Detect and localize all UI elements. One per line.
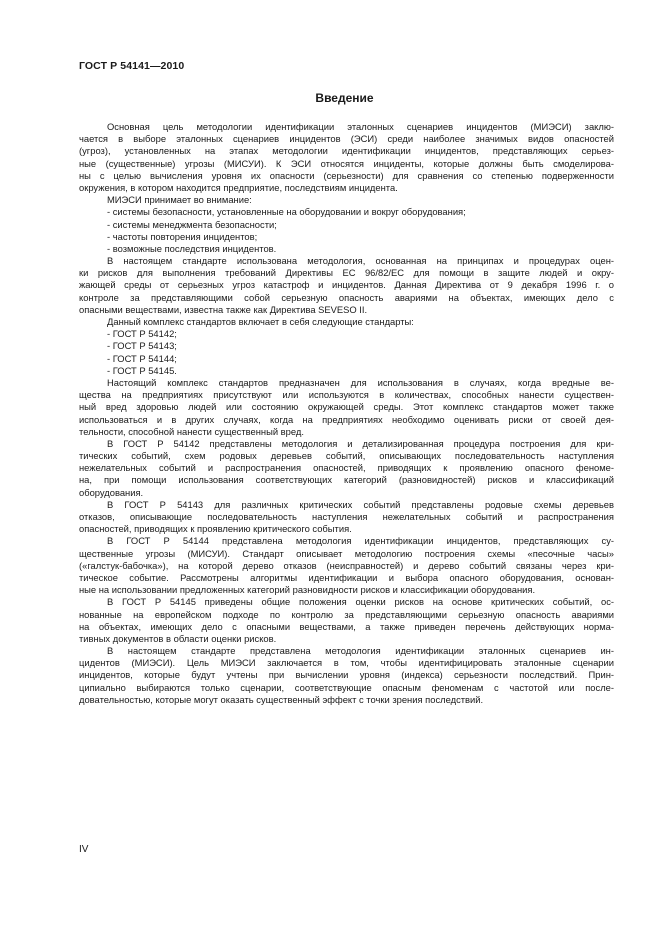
text-line: опасными веществами, известна также как Директива SEVESO II. [79,303,368,315]
text-line: жающей среды от серьезных угроз катастроф и инцидентов. Данная Директива от 9 декабря 1996 г. о [79,279,614,291]
text-line: - частоты повторения инцидентов; [107,230,258,242]
text-line: МИЭСИ принимает во внимание: [107,194,252,206]
text-line: ные (существенные) угрозы (МИСУИ). К ЭСИ относятся инциденты, которые должны быть смоделирова- [79,157,614,169]
text-line: инцидентов, которые будут учтены при вычислении уровня (индекса) серьезности последствий. Прин- [79,669,614,681]
text-line: щественные угрозы (МИСУИ). Стандарт описывает методологию построения схемы «песочные часы» [79,547,614,559]
text-line: оборудования. [79,486,144,498]
text-line: - возможные последствия инцидентов. [107,242,277,254]
text-line: нованные на европейском подходе по контролю за представляющими серьезную опасность авариями [79,608,614,620]
text-line: ные на использовании предложенных категорий разновидности рисков и классификации оборудования. [79,584,536,596]
text-line: Данный комплекс стандартов включает в себя следующие стандарты: [107,316,414,327]
text-line: контроле за представляющими собой серьезную опасность авариями на объектах, имеющих дело с [79,291,614,303]
text-line: В ГОСТ Р 54144 представлена методология идентификации инцидентов, представляющих су- [107,535,614,547]
text-line: щества на предприятиях присутствуют или используются в количествах, способных нанести существен- [79,389,614,401]
text-line: - ГОСТ Р 54142; [107,328,177,340]
document-header: ГОСТ Р 54141—2010 [79,60,185,72]
text-line: (угроз), установленных на этапах методологии идентификации инцидентов, представляющих серьез- [79,145,614,157]
text-line: тическое событие. Рассмотрены алгоритмы идентификации и выбора опасного оборудования, основан- [79,571,614,583]
text-line: чается в выборе эталонных сценариев инцидентов (ЭСИ) среди наиболее значимых видов опасностей [79,133,614,145]
text-line: Настоящий комплекс стандартов предназначен для использования в случаях, когда вредные ве- [107,376,614,388]
text-line: окружения, в котором находится предприятие, последствиям инцидента. [79,181,398,193]
text-line: - системы безопасности, установленные на оборудовании и вокруг оборудования; [107,206,466,218]
text-line: ципиально выбираются только сценарии, соответствующие опасным феноменам с частотой или после- [79,681,614,693]
text-line: на, при помощи использования соответствующих категорий (разновидностей) рисков и классификаций [79,474,614,486]
text-line: тельности, способной нанести существенный вред. [79,425,304,437]
text-line: на объектах, имеющих дело с опасными веществами, а также приведен перечень действующих норма- [79,620,614,632]
text-line: ки рисков для выполнения требований Директивы ЕС 96/82/ЕС для помощи в защите людей и окру- [79,267,614,279]
text-line: отказов, описывающие последовательность наступления нежелательных событий и распространения [79,511,614,522]
text-line: довательностью, которые могут оказать существенный эффект с точки зрения последствий. [79,693,484,705]
text-line: В настоящем стандарте использована методология, основанная на принципах и процедурах оцен- [107,255,614,267]
section-title: Введение [315,91,374,105]
text-line: опасностей, приводящих к проявлению критического события. [79,523,352,535]
text-line: - ГОСТ Р 54144; [107,352,177,364]
text-line: («галстук-бабочка»), на которой дерево отказов (неисправностей) и дерево событий связаны через кри- [79,559,614,571]
text-line: В ГОСТ Р 54145 приведены общие положения оценки рисков на основе критических событий, ос- [107,596,614,608]
text-line: В ГОСТ Р 54142 представлены методология и детализированная процедура построения для кри- [107,437,614,449]
body-text [79,121,614,706]
text-line: Основная цель методологии идентификации эталонных сценариев инцидентов (МИЭСИ) заклю- [107,121,614,132]
text-line: цидентов (МИЭСИ). Цель МИЭСИ заключается в том, чтобы идентифицировать эталонные сценарии [79,657,614,669]
text-line: - системы менеджмента безопасности; [107,218,277,230]
text-line: нежелательных событий и распространения опасностей, приводящих к проявлению опасного феноме- [79,462,614,474]
text-line: - ГОСТ Р 54143; [107,340,177,352]
text-line: В ГОСТ Р 54143 для различных критических событий представлены родовые схемы деревьев [107,498,614,510]
text-line: ный вред здоровью людей или состоянию окружающей среды. Этот комплекс стандартов может также [79,401,614,413]
text-line: В настоящем стандарте представлена методология идентификации эталонных сценариев ин- [107,645,614,657]
text-line: ны с целью вычисления уровня их опасности (серьезности) для сравнения со степенью подверженности [79,169,614,181]
text-line: тических событий, схем родовых деревьев событий, описывающих последовательность наступления [79,450,614,462]
text-line: тивных документов в области оценки рисков. [79,632,277,644]
page-number: IV [79,844,89,855]
text-line: использоваться и в других случаях, когда на предприятиях необходимо оценивать риски от своей дея- [79,413,614,425]
text-line: - ГОСТ Р 54145. [107,364,177,376]
